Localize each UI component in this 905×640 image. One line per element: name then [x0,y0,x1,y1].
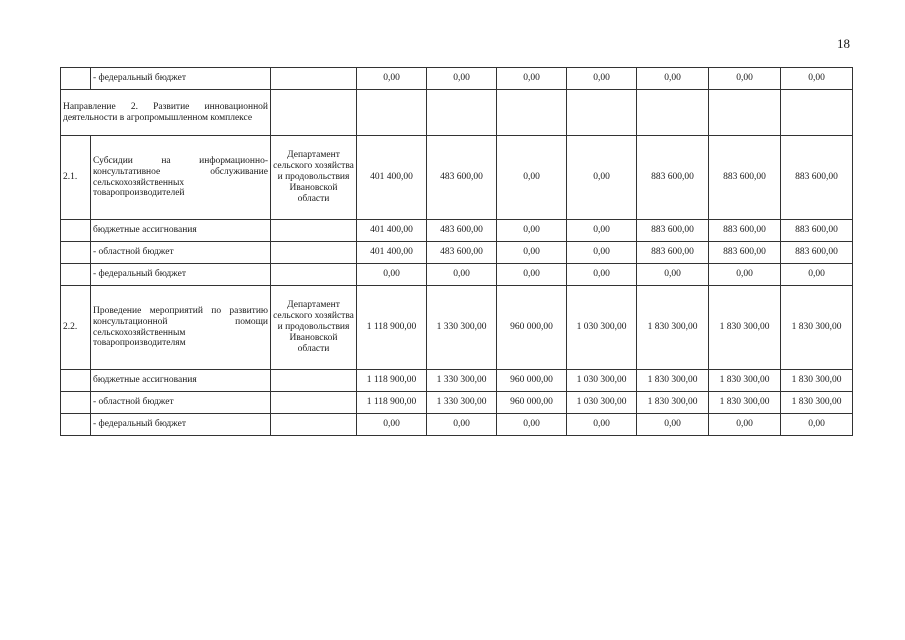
value-cell: 1 830 300,00 [709,370,781,392]
executor-cell [271,264,357,286]
value-cell: 883 600,00 [781,220,853,242]
value-cell: 0,00 [427,414,497,436]
value-cell: 0,00 [709,264,781,286]
value-cell: 883 600,00 [637,242,709,264]
value-cell: 0,00 [497,136,567,220]
value-cell: 1 118 900,00 [357,392,427,414]
value-cell: 0,00 [567,414,637,436]
value-cell: 483 600,00 [427,242,497,264]
empty-cell [781,90,853,136]
executor-cell [271,68,357,90]
value-cell: 1 030 300,00 [567,370,637,392]
executor-cell [271,370,357,392]
value-cell: 1 830 300,00 [637,392,709,414]
row-number [61,68,91,90]
value-cell: 1 830 300,00 [781,286,853,370]
value-cell: 883 600,00 [709,242,781,264]
value-cell: 1 830 300,00 [637,286,709,370]
value-cell: 0,00 [497,68,567,90]
empty-cell [427,90,497,136]
page-number: 18 [837,36,850,51]
value-cell: 0,00 [781,414,853,436]
value-cell: 0,00 [781,264,853,286]
row-name: Проведение мероприятий по развитию консультационной помощи сельскохозяйственным товаропроизводителям [91,286,271,370]
row-number: 2.2. [61,286,91,370]
funding-row [61,220,853,242]
funding-row [61,242,853,264]
funding-row [61,264,853,286]
value-cell: 1 330 300,00 [427,370,497,392]
value-cell: 0,00 [497,242,567,264]
value-cell: 883 600,00 [709,136,781,220]
executor-cell [271,414,357,436]
value-cell: 883 600,00 [781,136,853,220]
value-cell: 1 118 900,00 [357,370,427,392]
value-cell: 483 600,00 [427,220,497,242]
value-cell: 883 600,00 [637,136,709,220]
value-cell: 0,00 [567,264,637,286]
value-cell: 0,00 [637,414,709,436]
direction-row [61,90,853,136]
value-cell: 0,00 [357,68,427,90]
funding-row [61,414,853,436]
value-cell: 1 118 900,00 [357,286,427,370]
value-cell: 0,00 [567,220,637,242]
value-cell: 883 600,00 [637,220,709,242]
direction-title: Направление 2. Развитие инновационной деятельности в агропромышленном комплексе [61,90,271,136]
measure-row [61,286,853,370]
empty-cell [271,90,357,136]
value-cell: 1 830 300,00 [781,370,853,392]
executor-cell [271,392,357,414]
value-cell: 401 400,00 [357,136,427,220]
value-cell: 0,00 [497,414,567,436]
value-cell: 883 600,00 [709,220,781,242]
row-number [61,220,91,242]
value-cell: 1 030 300,00 [567,392,637,414]
row-number [61,414,91,436]
value-cell: 0,00 [709,414,781,436]
value-cell: 1 330 300,00 [427,392,497,414]
value-cell: 883 600,00 [781,242,853,264]
row-name: - федеральный бюджет [91,264,271,286]
value-cell: 0,00 [709,68,781,90]
measure-row [61,136,853,220]
row-name: - областной бюджет [91,392,271,414]
funding-row [61,68,853,90]
empty-cell [497,90,567,136]
empty-cell [357,90,427,136]
row-number: 2.1. [61,136,91,220]
value-cell: 0,00 [567,242,637,264]
row-number [61,392,91,414]
row-number [61,370,91,392]
value-cell: 401 400,00 [357,220,427,242]
budget-table [60,67,853,436]
value-cell: 0,00 [781,68,853,90]
row-name: бюджетные ассигнования [91,220,271,242]
empty-cell [567,90,637,136]
row-name: - федеральный бюджет [91,414,271,436]
value-cell: 960 000,00 [497,392,567,414]
executor-cell [271,220,357,242]
value-cell: 1 830 300,00 [781,392,853,414]
value-cell: 0,00 [357,414,427,436]
value-cell: 960 000,00 [497,286,567,370]
row-name: Субсидии на информационно-консультативное обслуживание сельскохозяйственных товаропроизводителей [91,136,271,220]
empty-cell [637,90,709,136]
value-cell: 1 830 300,00 [709,286,781,370]
value-cell: 960 000,00 [497,370,567,392]
table-body [61,68,853,436]
funding-row [61,370,853,392]
row-name: бюджетные ассигнования [91,370,271,392]
row-number [61,264,91,286]
row-name: - федеральный бюджет [91,68,271,90]
value-cell: 1 030 300,00 [567,286,637,370]
empty-cell [709,90,781,136]
funding-row [61,392,853,414]
value-cell: 0,00 [427,264,497,286]
value-cell: 1 830 300,00 [637,370,709,392]
value-cell: 0,00 [427,68,497,90]
value-cell: 0,00 [567,136,637,220]
value-cell: 0,00 [567,68,637,90]
value-cell: 0,00 [637,68,709,90]
executor-cell: Департамент сельского хозяйства и продовольствия Ивановской области [271,136,357,220]
value-cell: 0,00 [497,264,567,286]
value-cell: 1 830 300,00 [709,392,781,414]
value-cell: 1 330 300,00 [427,286,497,370]
executor-cell: Департамент сельского хозяйства и продовольствия Ивановской области [271,286,357,370]
row-name: - областной бюджет [91,242,271,264]
value-cell: 0,00 [637,264,709,286]
value-cell: 0,00 [497,220,567,242]
value-cell: 401 400,00 [357,242,427,264]
executor-cell [271,242,357,264]
row-number [61,242,91,264]
value-cell: 483 600,00 [427,136,497,220]
value-cell: 0,00 [357,264,427,286]
